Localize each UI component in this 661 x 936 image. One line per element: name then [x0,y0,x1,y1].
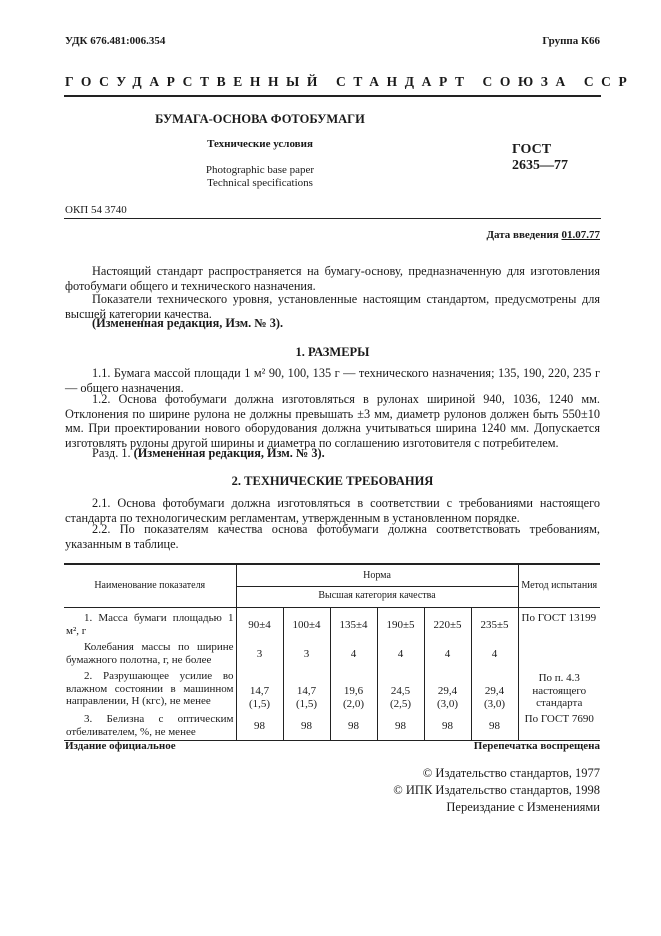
udk-code: УДК 676.481:006.354 [65,35,166,47]
table-cell: 90±4 [236,608,283,639]
table-cell: 4 [377,638,424,667]
copyright-1998: © ИПК Издательство стандартов, 1998 [393,783,600,797]
section-1-paragraph-1: 1.1. Бумага массой площади 1 м² 90, 100, 135 г — технического назначения; 135, 190, 220, 235 г — общего назначения. [65,366,600,395]
section-2-paragraph-1: 2.1. Основа фотобумаги должна изготовляться в соответствии с требованиями настоящего стандарта по технологическим регламентам, утвержденным в установленном порядке. [65,496,600,525]
table-cell: 4 [330,638,377,667]
table-cell-value-kgf: (3,0) [483,697,506,710]
table-cell: 3 [236,638,283,667]
row-method: По п. 4.3 настоящего стандарта [518,667,600,711]
reprint-forbidden-note: Перепечатка воспрещена [473,740,600,752]
table-cell-value: 29,4 [484,685,505,697]
section-1-amendment-text: (Измененная редакция, Изм. № 3). [133,446,325,460]
group-code: Группа К66 [542,35,600,47]
document-subtitle: Технические условия [207,138,313,150]
state-standard-banner: ГОСУДАРСТВЕННЫЙ СТАНДАРТ СОЮЗА ССР [65,74,635,89]
table-cell: 100±4 [283,608,330,639]
gost-number: 2635—77 [512,158,568,173]
table-cell-value: 14,7 [296,685,317,697]
row-indicator-name: 1. Масса бумаги площадью 1 м², г [64,608,236,639]
table-cell: 98 [489,720,500,732]
header-rule [64,95,601,97]
table-cell: 4 [491,648,498,660]
table-cell [471,667,518,711]
table-cell: 98 [236,711,283,741]
table-row [64,711,600,741]
section-1-paragraph-2: 1.2. Основа фотобумаги должна изготовляться в рулонах шириной 940, 1036, 1240 мм. Отклонения по ширине рулона не должны превышать ±3 мм, диаметр рулонов должен быть 550±10 мм. При проектировании нового оборудования должна учитываться ширина 1240 мм. Допускается изготовлять рулоны другой ширины и диаметра по соглашению изготовителя с потребителем. [65,392,600,450]
introduction-date [486,229,600,241]
english-subtitle: Technical specifications [207,177,313,189]
document-title: БУМАГА-ОСНОВА ФОТОБУМАГИ [155,112,365,126]
table-cell: 98 [377,711,424,741]
table-cell: 3 [283,638,330,667]
introduction-date-label: Дата введения [486,229,559,241]
table-cell-value-kgf: (3,0) [436,697,459,710]
table-cell [330,667,377,711]
table-row [64,608,600,639]
table-cell-value: 24,5 [390,685,411,697]
row-indicator-name: Колебания массы по ширине бумажного полотна, г, не более [64,638,236,667]
row-method: По ГОСТ 7690 [518,711,600,741]
column-header-category: Высшая категория качества [236,587,518,608]
table-cell-value: 14,7 [249,685,270,697]
table-cell: 220±5 [424,608,471,639]
section-2-paragraph-2: 2.2. По показателям качества основа фотобумаги должна соответствовать требованиям, указанным в таблице. [65,522,600,551]
intro-paragraph-2: Показатели технического уровня, установленные настоящим стандартом, предусмотрены для высшей категории качества. [65,292,600,321]
table-cell [283,667,330,711]
official-edition-note: Издание официальное [65,740,176,752]
table-cell: 98 [424,711,471,741]
column-header-indicator: Наименование показателя [64,564,236,608]
table-cell [236,667,283,711]
row-method: По ГОСТ 13199 [518,608,600,639]
table-cell: 98 [330,711,377,741]
table-cell-value-kgf: (1,5) [295,697,318,710]
intro-amendment: (Измененная редакция, Изм. № 3). [92,316,284,330]
title-rule [64,218,601,219]
column-header-norm: Норма [236,564,518,587]
row-method [518,638,600,667]
table-cell [377,667,424,711]
table-cell [424,667,471,711]
row-indicator-name: 3. Белизна с оптическим отбеливателем, %, не менее [64,711,236,741]
section-2-heading: 2. ТЕХНИЧЕСКИЕ ТРЕБОВАНИЯ [231,474,434,488]
table-row [64,667,600,711]
intro-paragraph-1: Настоящий стандарт распространяется на бумагу-основу, предназначенную для изготовления фотобумаги общего и технического назначения. [65,264,600,293]
gost-label: ГОСТ [512,142,552,157]
english-title: Photographic base paper [205,164,315,176]
okp-code: ОКП 54 3740 [65,204,127,216]
table-row [64,638,600,667]
table-cell: 98 [283,711,330,741]
column-header-method: Метод испытания [518,564,600,608]
introduction-date-value: 01.07.77 [561,229,600,241]
table-cell: 190±5 [377,608,424,639]
quality-table [64,563,600,741]
section-1-amendment [92,446,592,461]
table-cell-value: 19,6 [343,685,364,697]
section-1-heading: 1. РАЗМЕРЫ [295,345,370,359]
section-1-amendment-prefix: Разд. 1. [92,446,131,460]
table-cell: 135±4 [330,608,377,639]
table-cell-value: 29,4 [437,685,458,697]
copyright-1977: © Издательство стандартов, 1977 [422,766,600,780]
row-indicator-name: 2. Разрушающее усилие во влажном состоянии в машинном направлении, Н (кгс), не менее [64,667,236,711]
table-cell: 235±5 [480,619,509,631]
table-cell: 4 [424,638,471,667]
reissue-note: Переиздание с Изменениями [446,800,600,814]
table-cell-value-kgf: (2,5) [389,697,412,710]
table-cell-value-kgf: (1,5) [248,697,271,710]
table-cell-value-kgf: (2,0) [342,697,365,710]
